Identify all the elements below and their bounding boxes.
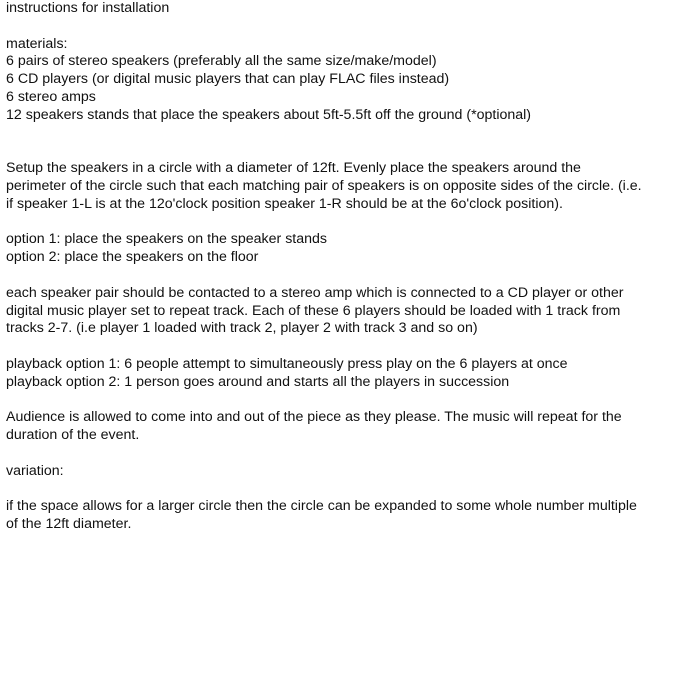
materials-section (6, 36, 692, 125)
spacer (6, 18, 692, 36)
spacer (6, 214, 692, 232)
setup-line: perimeter of the circle such that each matching pair of speakers is on opposite sides of the circle. (i.e. (6, 177, 642, 194)
variation-line: if the space allows for a larger circle then the circle can be expanded to some whole number multiple (6, 498, 637, 515)
placement-option-2: option 2: place the speakers on the floor (6, 249, 259, 266)
spacer (6, 267, 692, 285)
connection-line: each speaker pair should be contacted to a stereo amp which is connected to a CD player or other (6, 284, 624, 301)
variation-heading: variation: (6, 462, 64, 479)
spacer (6, 481, 692, 499)
setup-line: if speaker 1-L is at the 12o'clock position speaker 1-R should be at the 6o'clock position). (6, 195, 563, 212)
connection-paragraph (6, 285, 692, 338)
materials-item-stands: 12 speakers stands that place the speakers about 5ft-5.5ft off the ground (*optional) (6, 106, 532, 123)
spacer (6, 125, 692, 161)
placement-option-1: option 1: place the speakers on the speaker stands (6, 231, 328, 248)
playback-options (6, 356, 692, 392)
variation-paragraph (6, 498, 692, 534)
setup-line: Setup the speakers in a circle with a diameter of 12ft. Evenly place the speakers around the (6, 160, 581, 177)
instructions-document (6, 0, 692, 534)
materials-item-speakers: 6 pairs of stereo speakers (preferably all the same size/make/model) (6, 53, 437, 70)
variation-line: of the 12ft diameter. (6, 516, 132, 533)
audience-line: Audience is allowed to come into and out of the piece as they please. The music will repeat for the (6, 409, 622, 426)
materials-item-amps: 6 stereo amps (6, 88, 96, 105)
materials-heading: materials: (6, 35, 68, 52)
placement-options (6, 231, 692, 267)
spacer (6, 338, 692, 356)
spacer (6, 392, 692, 410)
playback-option-2: playback option 2: 1 person goes around and starts all the players in succession (6, 373, 510, 390)
materials-item-cd-players: 6 CD players (or digital music players that can play FLAC files instead) (6, 71, 450, 88)
connection-line: digital music player set to repeat track. Each of these 6 players should be loaded with 1 track from (6, 302, 621, 319)
audience-line: duration of the event. (6, 427, 140, 444)
setup-paragraph (6, 160, 692, 213)
document-title: instructions for installation (6, 0, 170, 16)
playback-option-1: playback option 1: 6 people attempt to simultaneously press play on the 6 players at once (6, 355, 568, 372)
audience-paragraph (6, 409, 692, 445)
connection-line: tracks 2-7. (i.e player 1 loaded with track 2, player 2 with track 3 and so on) (6, 320, 478, 337)
spacer (6, 445, 692, 463)
